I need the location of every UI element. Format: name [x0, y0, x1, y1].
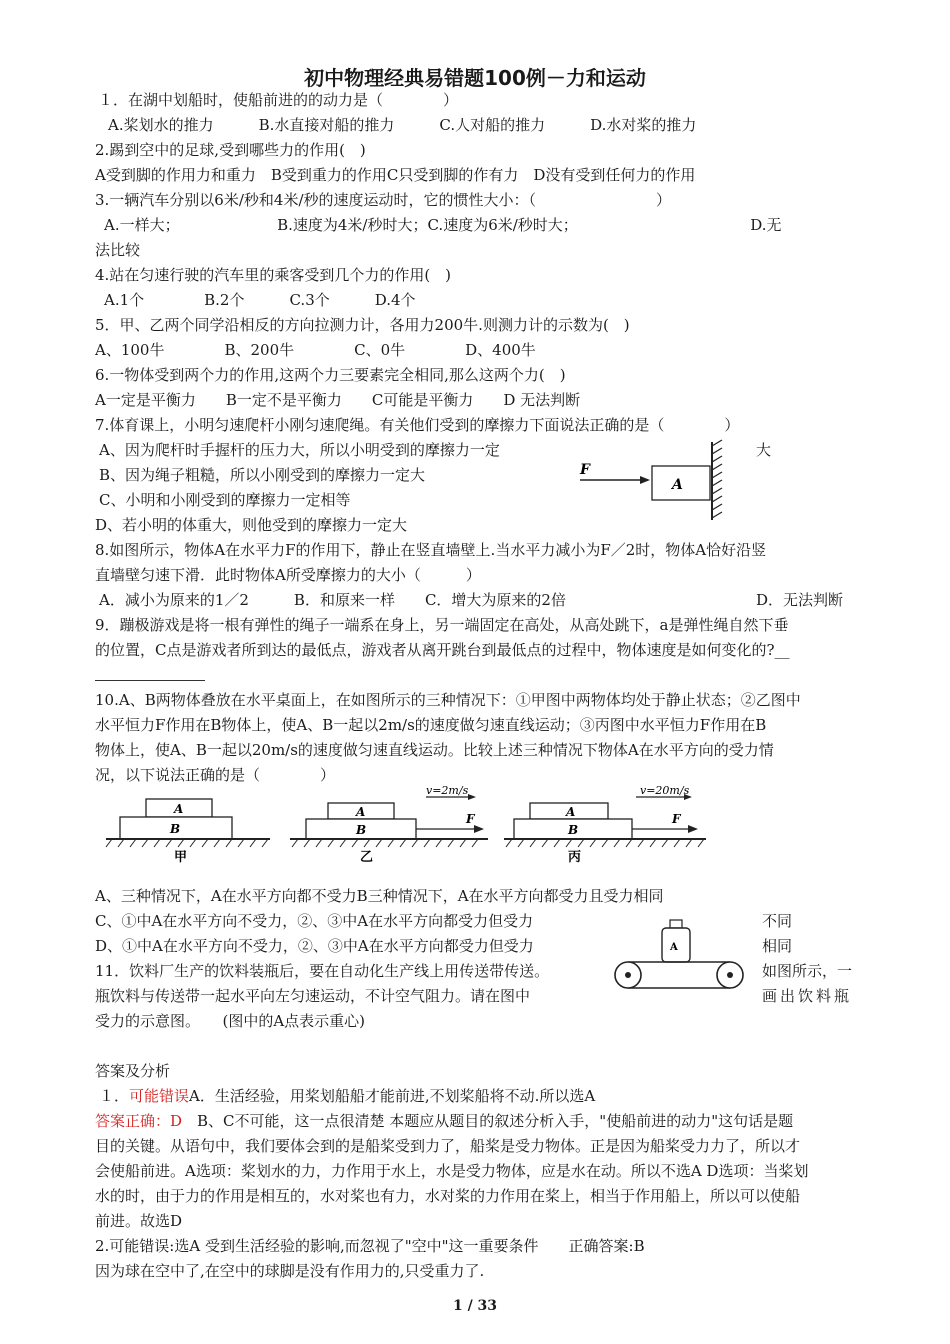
wall-hatching — [712, 440, 722, 518]
q8-question-2: 直墙壁匀速下滑．此时物体A所受摩擦力的大小（ ） — [95, 566, 481, 584]
q5-options: A、100牛 B、200牛 C、0牛 D、400牛 — [95, 341, 536, 359]
q10-question-1: 10.A、B两物体叠放在水平桌面上，在如图所示的三种情况下：①甲图中两物体均处于静止状态；②乙图中 — [95, 691, 801, 709]
answer1-analysis-4: 前进。故选D — [95, 1212, 183, 1230]
q10-option-d-tail: 相同 — [762, 937, 793, 955]
answer2-line-2: 因为球在空中了,在空中的球脚是没有作用力的,只受重力了. — [95, 1262, 485, 1280]
q3-options-wrap: 法比较 — [95, 241, 141, 259]
case-bing — [504, 785, 706, 865]
force-arrowhead — [474, 825, 484, 833]
block-a-label: A — [356, 805, 366, 819]
velocity-arrowhead — [468, 794, 476, 800]
q3-question: 3.一辆汽车分别以6米/秒和4米/秒的速度运动时，它的惯性大小：（ ） — [95, 191, 672, 209]
q11-figure — [612, 916, 746, 1002]
q7-option-a-tail: 大 — [756, 441, 772, 459]
q9-answer-blank — [95, 680, 205, 681]
q10-question-2: 水平恒力F作用在B物体上，使A、B一起以2m/s的速度做匀速直线运动；③丙图中水平恒力F作用在B — [95, 716, 767, 734]
case-yi — [290, 785, 488, 865]
case-label: 乙 — [360, 850, 374, 865]
case-label: 丙 — [568, 850, 582, 865]
answer1-number: １． — [99, 1087, 130, 1105]
ground-hatching — [506, 839, 704, 847]
speed-label: v=2m/s — [426, 785, 469, 797]
q11-question-2-tail: 画出饮料瓶 — [762, 987, 853, 1005]
page-number: 1 / 33 — [452, 1298, 498, 1314]
block-a-label: A — [566, 805, 576, 819]
q7-option-a: A、因为爬杆时手握杆的压力大，所以小明受到的摩擦力一定 — [99, 441, 500, 459]
page-title: 初中物理经典易错题100例－力和运动 — [304, 66, 646, 90]
right-pulley-axle — [727, 972, 733, 978]
block-b-label: B — [170, 822, 181, 836]
force-label: F — [580, 462, 590, 478]
answer1-correct-line — [95, 1110, 793, 1132]
q8-figure — [574, 436, 734, 524]
block-b-label: B — [356, 823, 367, 837]
answers-heading: 答案及分析 — [95, 1062, 171, 1080]
ground-hatching — [106, 839, 268, 847]
q1-question: １．在湖中划船时，使船前进的的动力是（ ） — [98, 91, 459, 109]
q4-options: A.1个 B.2个 C.3个 D.4个 — [104, 291, 416, 309]
q11-question-3: 受力的示意图。 (图中的A点表示重心) — [95, 1012, 366, 1030]
q10-figure — [100, 785, 720, 865]
block-a-label: A — [672, 477, 683, 493]
case-label: 甲 — [174, 850, 188, 865]
q3-options: A.一样大； B.速度为4米/秒时大；C.速度为6米/秒时大； D.无 — [104, 216, 782, 234]
block-a-label: A — [174, 802, 184, 816]
answer1-analysis-1: 目的关键。从语句中，我们要体会到的是船桨受到力了，船桨是受力物体。正是因为船桨受力力了，所以才 — [95, 1137, 801, 1155]
q7-option-b: B、因为绳子粗糙，所以小刚受到的摩擦力一定大 — [99, 466, 426, 484]
q6-question: 6.一物体受到两个力的作用,这两个力三要素完全相同,那么这两个力( ) — [95, 366, 566, 384]
answer1-wrong-text: A．生活经验，用桨划船船才能前进,不划桨船将不动.所以选A — [189, 1087, 596, 1105]
force-arrowhead — [640, 476, 650, 484]
q2-question: 2.踢到空中的足球,受到哪些力的作用( ) — [95, 141, 366, 159]
q11-question-1: 11．饮料厂生产的饮料装瓶后，要在自动化生产线上用传送带传送。 — [95, 962, 550, 980]
q7-question: 7.体育课上，小明匀速爬杆小刚匀速爬绳。有关他们受到的摩擦力下面说法正确的是（ ） — [95, 416, 740, 434]
q1-options: A.桨划水的推力 B.水直接对船的推力 C.人对船的推力 D.水对桨的推力 — [108, 116, 697, 134]
force-label: F — [672, 812, 681, 826]
force-arrowhead — [688, 825, 698, 833]
q2-options: A受到脚的作用力和重力 B受到重力的作用C只受到脚的作有力 D没有受到任何力的作用 — [95, 166, 696, 184]
bottle-cap — [670, 920, 682, 928]
force-label: F — [466, 812, 475, 826]
case-jia — [106, 799, 270, 865]
q10-option-d: D、①中A在水平方向不受力，②、③中A在水平方向都受力但受力 — [95, 937, 534, 955]
bottle-label: A — [670, 942, 678, 953]
q10-option-c-tail: 不同 — [762, 912, 793, 930]
q11-question-2: 瓶饮料与传送带一起水平向左匀速运动，不计空气阻力。请在图中 — [95, 987, 531, 1005]
answer1-wrong-label: 可能错误 — [129, 1087, 190, 1105]
q6-options: A一定是平衡力 B一定不是平衡力 C可能是平衡力 D 无法判断 — [95, 391, 581, 409]
q9-question-1: 9．蹦极游戏是将一根有弹性的绳子一端系在身上，另一端固定在高处，从高处跳下，a是弹性绳自然下垂 — [95, 616, 789, 634]
answer1-correct-text: B、C不可能，这一点很清楚 本题应从题目的叙述分析入手，"使船前进的动力"这句话是题 — [182, 1112, 794, 1130]
q8-option-d: D．无法判断 — [756, 591, 844, 609]
q7-option-c: C、小明和小刚受到的摩擦力一定相等 — [99, 491, 351, 509]
q8-options: A．减小为原来的1／2 B．和原来一样 C．增大为原来的2倍 — [99, 591, 566, 609]
block-b-label: B — [568, 823, 579, 837]
q10-question-4: 况，以下说法正确的是（ ） — [95, 766, 336, 784]
answer1-analysis-2: 会使船前进。A选项：桨划水的力，力作用于水上，水是受力物体，应是水在动。所以不选A D选项：当桨划 — [95, 1162, 809, 1180]
answer1-analysis-3: 水的时，由于力的作用是相互的，水对桨也有力，水对桨的力作用在桨上，相当于作用船上，所以可以使船 — [95, 1187, 801, 1205]
q4-question: 4.站在匀速行驶的汽车里的乘客受到几个力的作用( ) — [95, 266, 452, 284]
ground-hatching — [292, 839, 478, 847]
q10-question-3: 物体上，使A、B一起以20m/s的速度做匀速直线运动。比较上述三种情况下物体A在水平方向的受力情 — [95, 741, 774, 759]
q5-question: 5．甲、乙两个同学沿相反的方向拉测力计，各用力200牛.则测力计的示数为( ) — [95, 316, 630, 334]
speed-label: v=20m/s — [640, 785, 690, 797]
q7-option-d: D、若小明的体重大，则他受到的摩擦力一定大 — [95, 516, 408, 534]
q8-question-1: 8.如图所示，物体A在水平力F的作用下，静止在竖直墙壁上.当水平力减小为F／2时，物体A恰好沿竖 — [95, 541, 767, 559]
answer1-line — [99, 1085, 595, 1107]
q10-option-c: C、①中A在水平方向不受力，②、③中A在水平方向都受力但受力 — [95, 912, 534, 930]
q9-question-2: 的位置，C点是游戏者所到达的最低点，游戏者从离开跳台到最低点的过程中，物体速度是如何变化的?__ — [95, 641, 790, 659]
left-pulley-axle — [625, 972, 631, 978]
q11-question-1-tail: 如图所示，一 — [762, 962, 853, 980]
q10-option-a-b: A、三种情况下，A在水平方向都不受力B三种情况下，A在水平方向都受力且受力相同 — [95, 887, 664, 905]
answer1-correct-label: 答案正确：D — [95, 1112, 183, 1130]
answer2-line-1: 2.可能错误:选A 受到生活经验的影响,而忽视了"空中"这一重要条件 正确答案:B — [95, 1237, 645, 1255]
